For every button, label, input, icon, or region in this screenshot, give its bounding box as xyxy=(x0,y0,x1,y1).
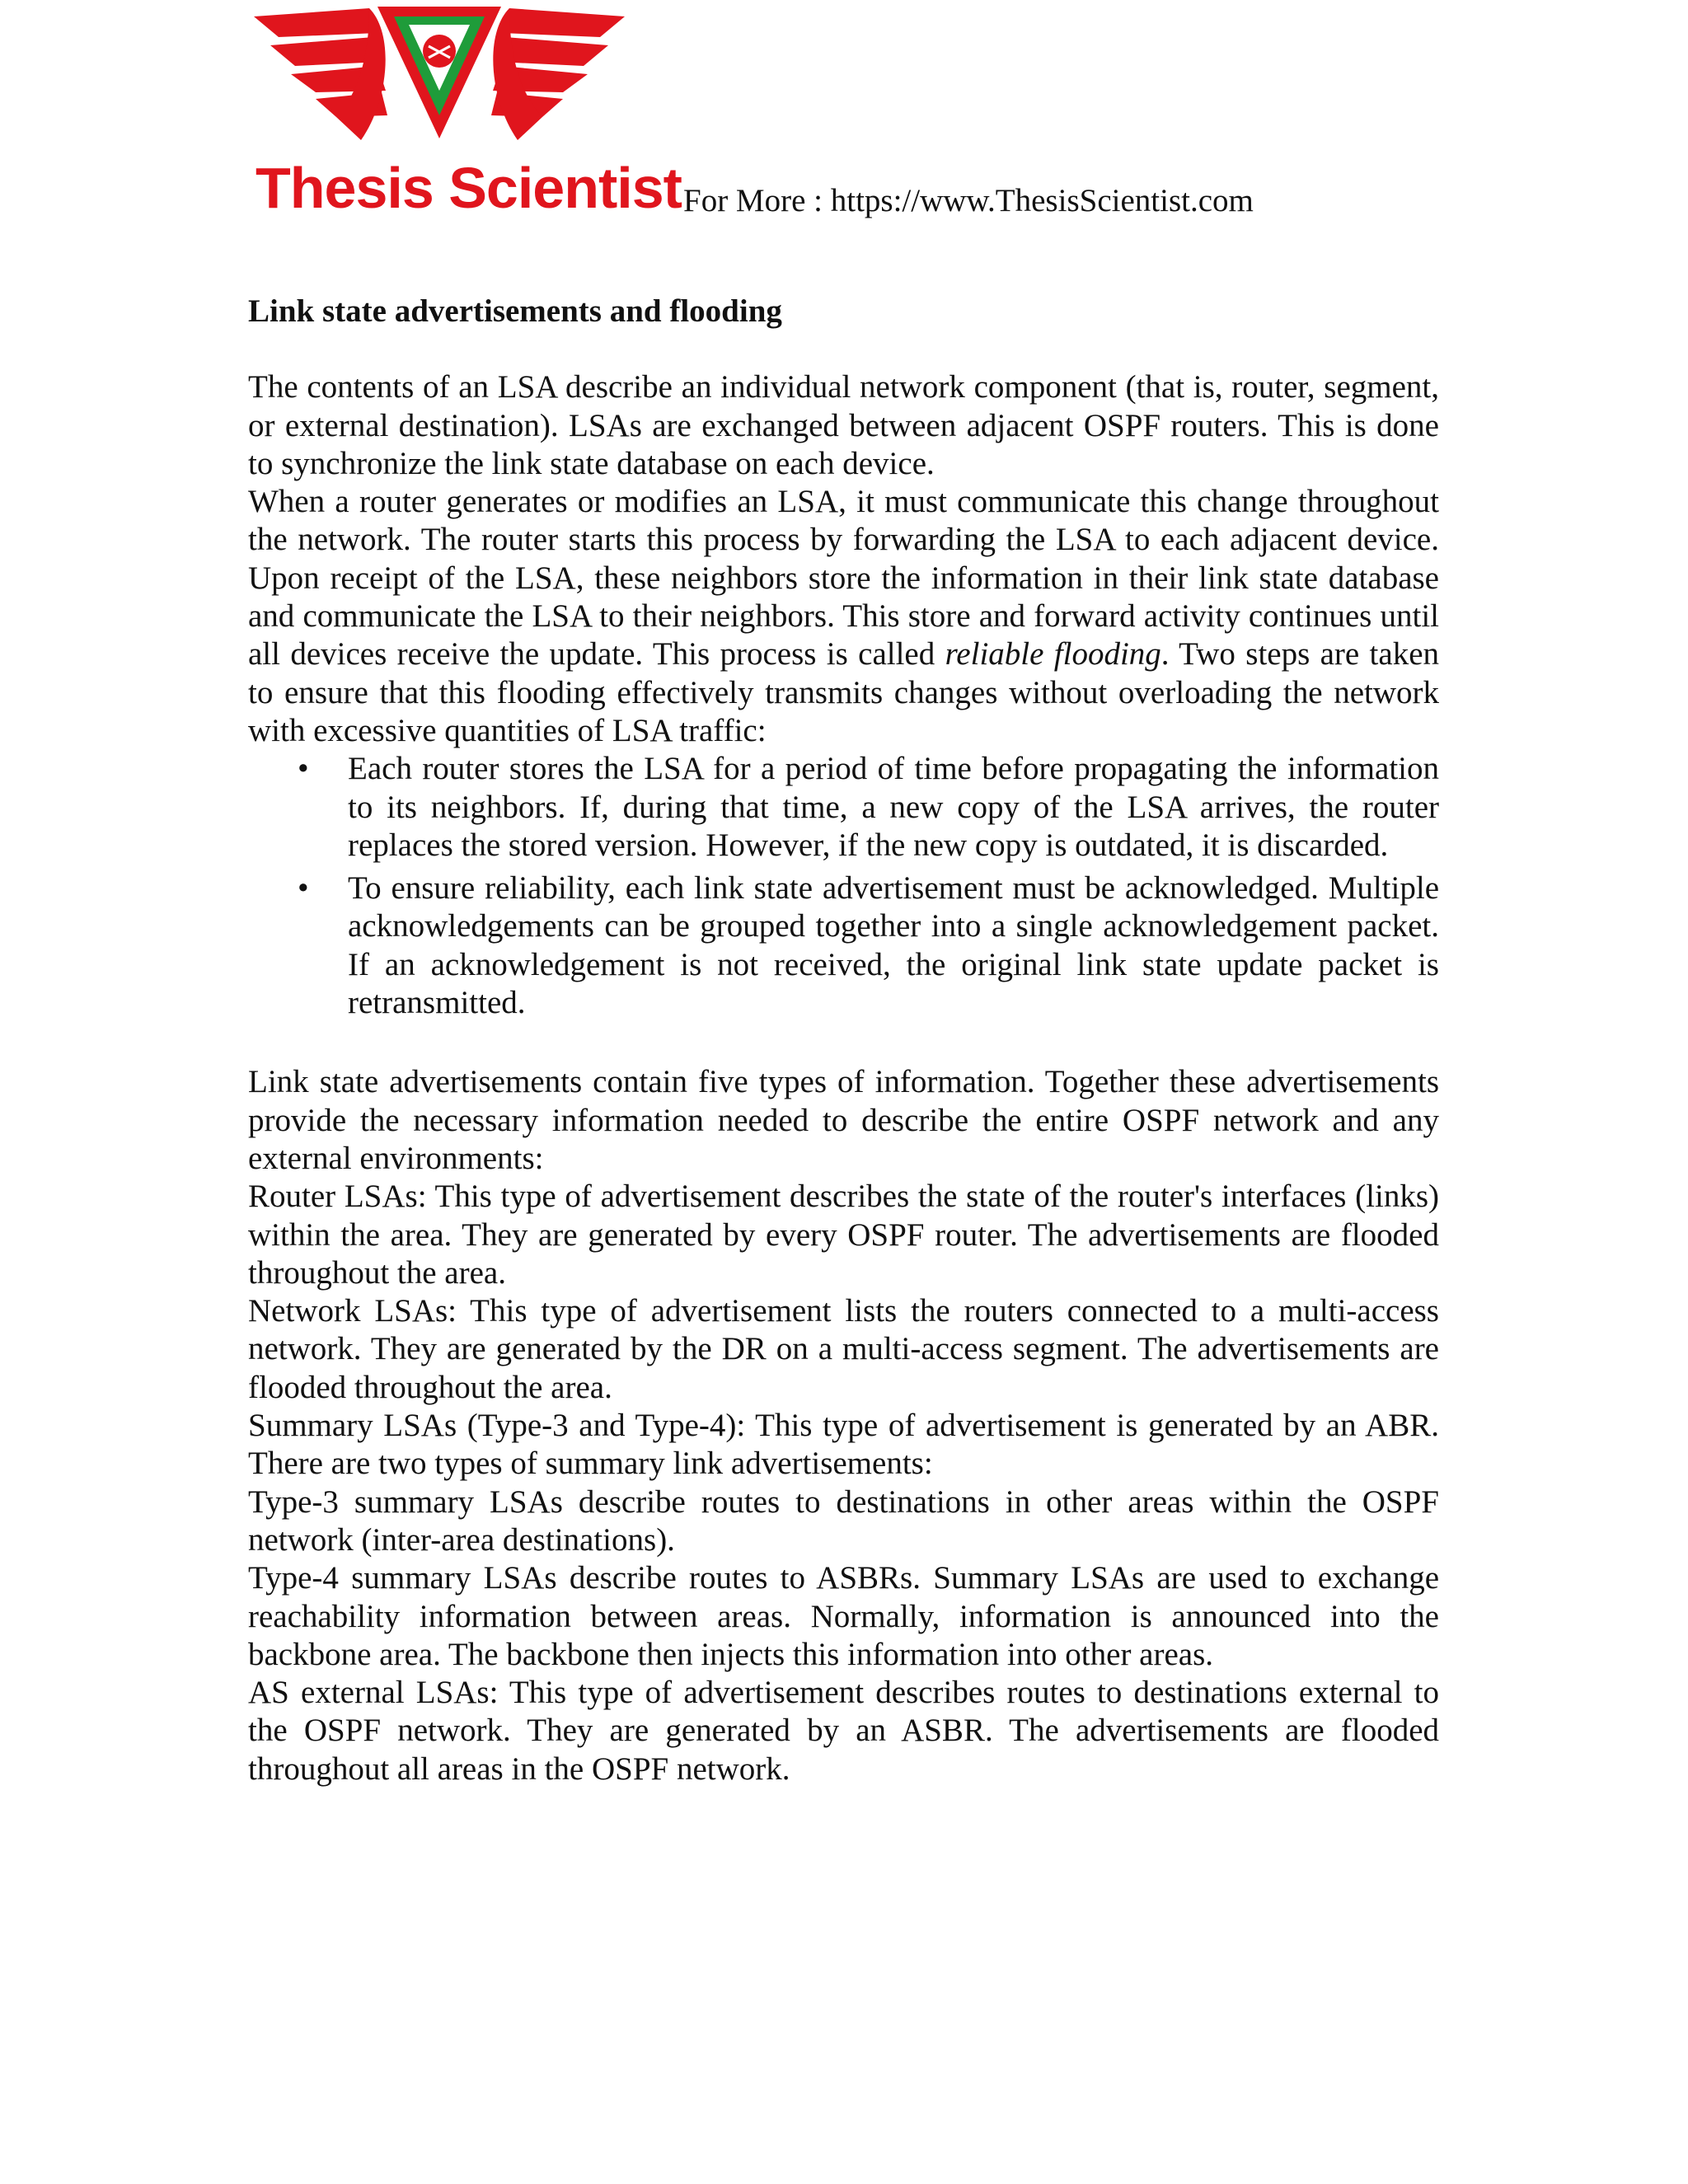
paragraph-summary-lsas: Summary LSAs (Type-3 and Type-4): This type of advertisement is generated by an ABR. There are two types of summary link advertisements: xyxy=(248,1408,1439,1482)
section-title: Link state advertisements and flooding xyxy=(248,293,782,329)
flooding-steps-list xyxy=(248,750,1439,1022)
paragraph-lsa-contents: The contents of an LSA describe an individual network component (that is, router, segment, or external destination). LSAs are exchanged between adjacent OSPF routers. This is done to synchronize the link state database on each device. xyxy=(248,369,1439,481)
paragraph-as-external-lsas: AS external LSAs: This type of advertisement describes routes to destinations external to the OSPF network. They are generated by an ASBR. The advertisements are flooded throughout all areas in the OSPF network. xyxy=(248,1675,1439,1787)
paragraph-router-lsas: Router LSAs: This type of advertisement describes the state of the router's interfaces (links) within the area. They are generated by every OSPF router. The advertisements are flooded throughout the area. xyxy=(248,1179,1439,1291)
list-item: • To ensure reliability, each link state advertisement must be acknowledged. Multiple acknowledgements can be grouped together into a single acknowledgement packet. If an acknowledgement is not received, the original link state update packet is retransmitted. xyxy=(298,870,1439,1021)
list-item: • Each router stores the LSA for a period of time before propagating the information to its neighbors. If, during that time, a new copy of the LSA arrives, the router replaces the stored version. However, if the new copy is outdated, it is discarded. xyxy=(298,751,1439,863)
website-link[interactable]: For More : https://www.ThesisScientist.com xyxy=(683,183,1254,218)
paragraph-network-lsas: Network LSAs: This type of advertisement lists the routers connected to a multi-access network. They are generated by the DR on a multi-access segment. The advertisements are flooded throughout the area. xyxy=(248,1293,1439,1405)
paragraph-type3-lsas: Type-3 summary LSAs describe routes to destinations in other areas within the OSPF network (inter-area destinations). xyxy=(248,1483,1439,1558)
reliable-flooding-term: reliable flooding xyxy=(945,636,1161,673)
thesis-scientist-logo xyxy=(246,0,682,223)
paragraph-type4-lsas: Type-4 summary LSAs describe routes to ASBRs. Summary LSAs are used to exchange reachability information between areas. Normally, information is announced into the backbone area. The backbone then injects this information into other areas. xyxy=(248,1560,1439,1672)
paragraph-lsa-types-intro: Link state advertisements contain five types of information. Together these advertisements provide the necessary information needed to describe the entire OSPF network and any external environments: xyxy=(248,1064,1439,1176)
bullet-icon: • xyxy=(298,751,309,787)
paragraph-reliable-flooding: When a router generates or modifies an LSA, it must communicate this change throughout the network. The router starts this process by forwarding the LSA to each adjacent device. Upon receipt of the LSA, these neighbors store the information in their link state database and communicate the LSA to their neighbors. This store and forward activity continues until all devices receive the update. This process is called reliable flooding. Two steps are taken to ensure that this flooding effectively transmits changes without overloading the network with excessive quantities of LSA traffic: xyxy=(248,484,1439,748)
bullet-icon: • xyxy=(298,870,309,907)
article-body xyxy=(248,293,1439,1788)
logo-wordmark: Thesis Scientist xyxy=(256,156,682,220)
